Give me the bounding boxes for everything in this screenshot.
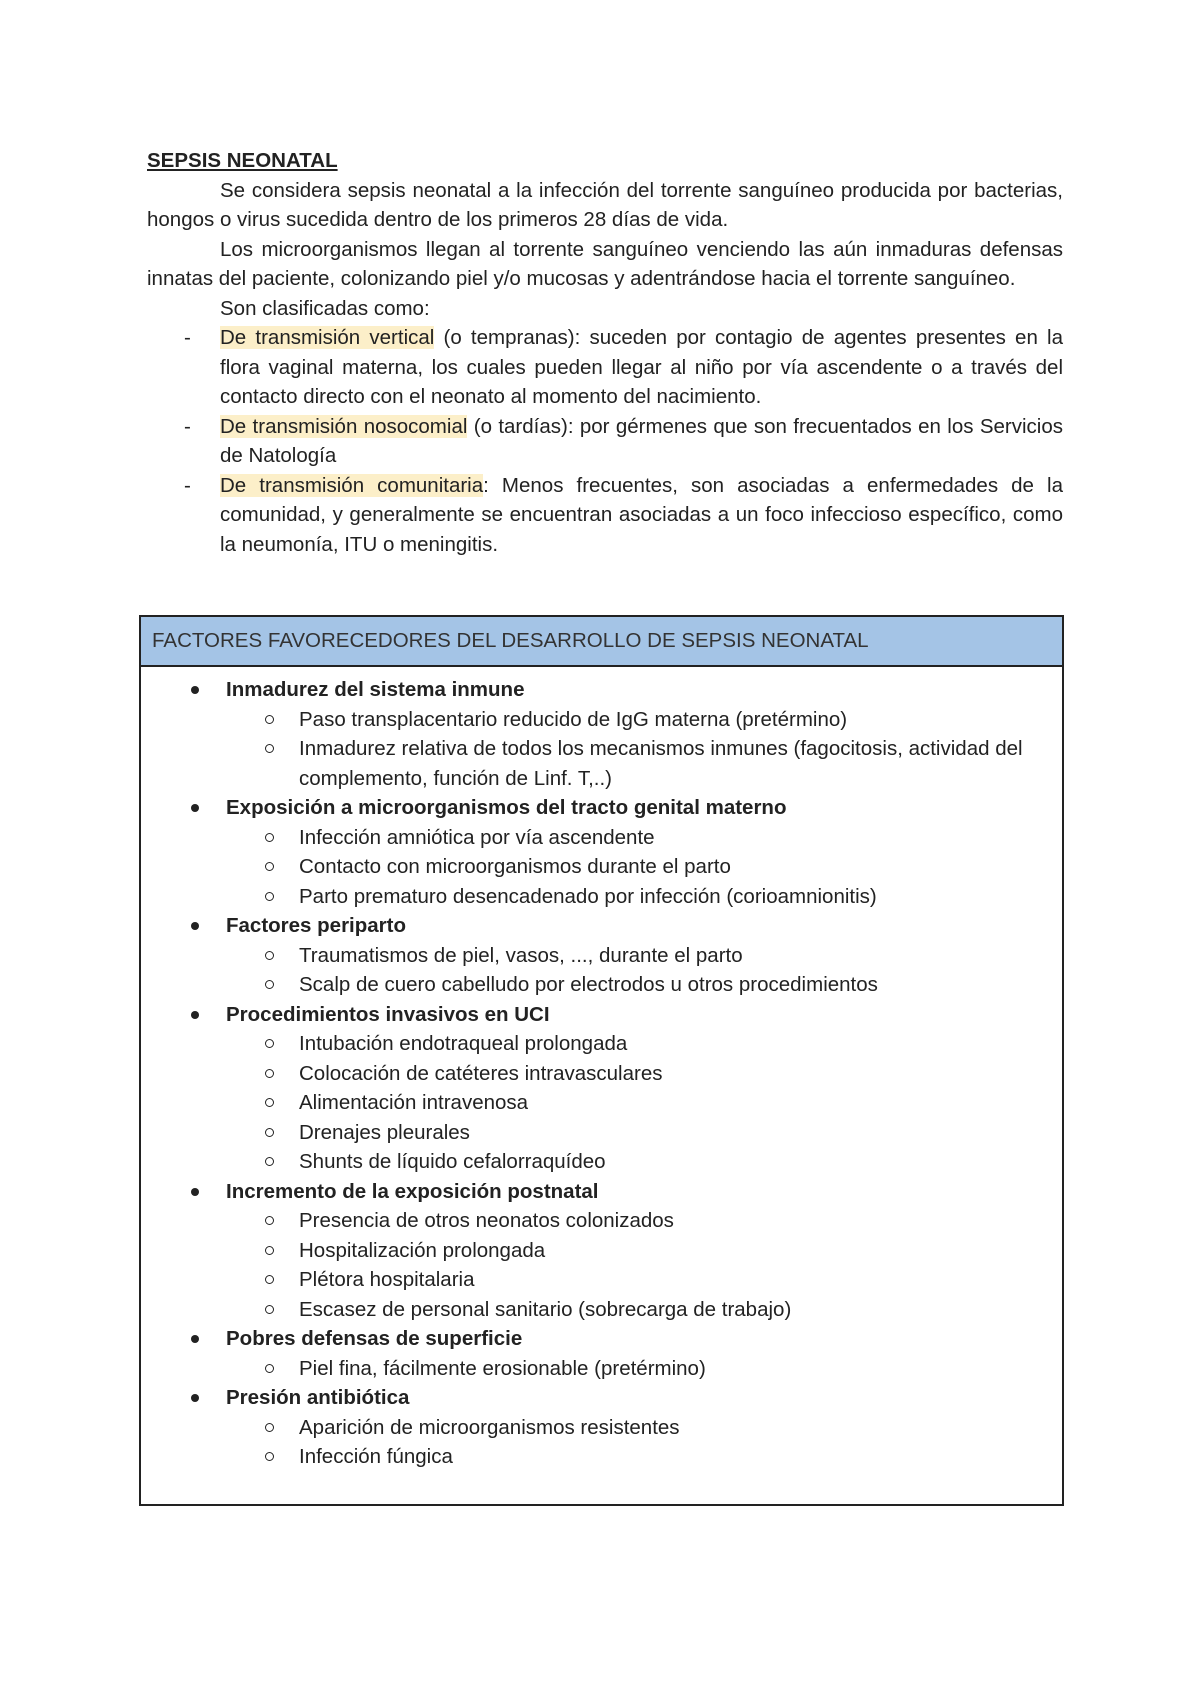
sub-item [141, 1088, 1062, 1118]
sub-item-text: Colocación de catéteres intravasculares [299, 1061, 663, 1085]
sub-item-text: Scalp de cuero cabelludo por electrodos u otros procedimientos [299, 973, 878, 996]
circle-bullet-icon [265, 892, 274, 901]
circle-bullet-icon [265, 1216, 274, 1225]
classification-item-vertical [147, 323, 1063, 412]
sub-item-text: Intubación endotraqueal prolongada [299, 1032, 628, 1055]
bullet-icon [191, 1394, 199, 1402]
sub-item [141, 1059, 1062, 1089]
classification-description: (o tardías): por gérmenes que son frecuentados en los Servicios de Natología [220, 414, 1063, 467]
classification-item-nosocomial [147, 412, 1063, 471]
factor-item [141, 1177, 1062, 1207]
sub-item [141, 1295, 1062, 1325]
circle-bullet-icon [265, 1275, 274, 1284]
circle-bullet-icon [265, 862, 274, 871]
classification-description: (o tempranas): suceden por contagio de agentes presentes en la flora vaginal materna, los cuales pueden llegar al niño por vía ascendente o a través del contacto directo con el neonato al momento del nacimiento. [220, 326, 1063, 408]
sub-item [141, 852, 1062, 882]
circle-bullet-icon [265, 1423, 274, 1432]
sub-item [141, 1029, 1062, 1059]
dash-marker: - [184, 473, 191, 497]
sub-item [141, 1442, 1062, 1472]
sub-item-text: Hospitalización prolongada [299, 1238, 546, 1262]
bullet-icon [191, 1011, 199, 1019]
circle-bullet-icon [265, 951, 274, 960]
sub-item [141, 1206, 1062, 1236]
factor-label: Procedimientos invasivos en UCI [226, 1002, 550, 1026]
circle-bullet-icon [265, 744, 274, 753]
dash-marker: - [184, 326, 191, 349]
paragraph-classification-intro: Son clasificadas como: [220, 296, 430, 320]
sub-item-text: Presencia de otros neonatos colonizados [299, 1209, 674, 1232]
circle-bullet-icon [265, 980, 274, 989]
sub-item [141, 705, 1062, 735]
sub-item [141, 882, 1062, 912]
sub-item-text: Drenajes pleurales [299, 1120, 470, 1144]
sub-item-text: Piel fina, fácilmente erosionable (pretérmino) [299, 1356, 706, 1380]
page-title: SEPSIS NEONATAL [147, 149, 338, 172]
bullet-icon [191, 804, 199, 812]
circle-bullet-icon [265, 1128, 274, 1137]
paragraph-definition: Se considera sepsis neonatal a la infección del torrente sanguíneo producida por bacterias, hongos o virus sucedida dentro de los primeros 28 días de vida. [147, 178, 1063, 231]
circle-bullet-icon [265, 1364, 274, 1373]
sub-item [141, 734, 1062, 793]
classification-description: : Menos frecuentes, son asociadas a enfermedades de la comunidad, y generalmente se encuentran asociadas a un foco infeccioso específico, como la neumonía, ITU o meningitis. [220, 473, 1063, 556]
sub-item [141, 1354, 1062, 1384]
factor-label: Incremento de la exposición postnatal [226, 1179, 599, 1203]
circle-bullet-icon [265, 715, 274, 724]
sub-item [141, 1236, 1062, 1266]
highlighted-term: De transmisión nosocomial [220, 414, 468, 438]
sub-item [141, 941, 1062, 971]
sub-item-text: Contacto con microorganismos durante el parto [299, 855, 731, 878]
sub-item [141, 1118, 1062, 1148]
factor-label: Presión antibiótica [226, 1386, 410, 1409]
sub-item [141, 1147, 1062, 1177]
sub-item-text: Aparición de microorganismos resistentes [299, 1415, 680, 1439]
circle-bullet-icon [265, 1305, 274, 1314]
circle-bullet-icon [265, 1452, 274, 1461]
circle-bullet-icon [265, 1069, 274, 1078]
bullet-icon [191, 686, 199, 694]
sub-item [141, 1265, 1062, 1295]
factor-label: Factores periparto [226, 914, 406, 937]
factor-item [141, 675, 1062, 705]
factor-item [141, 1324, 1062, 1354]
factor-item [141, 1000, 1062, 1030]
sub-item-text: Inmadurez relativa de todos los mecanismos inmunes (fagocitosis, actividad del complemento, función de Linf. T,..) [299, 737, 1023, 790]
circle-bullet-icon [265, 1157, 274, 1166]
sub-item-text: Shunts de líquido cefalorraquídeo [299, 1150, 606, 1173]
classification-list [147, 323, 1063, 559]
circle-bullet-icon [265, 833, 274, 842]
circle-bullet-icon [265, 1246, 274, 1255]
table-header: FACTORES FAVORECEDORES DEL DESARROLLO DE SEPSIS NEONATAL [141, 617, 1062, 667]
paragraph-mechanism: Los microorganismos llegan al torrente sanguíneo venciendo las aún inmaduras defensas innatas del paciente, colonizando piel y/o mucosas y adentrándose hacia el torrente sanguíneo. [147, 237, 1063, 290]
table-body [141, 667, 1062, 1472]
bullet-icon [191, 1188, 199, 1196]
factor-label: Pobres defensas de superficie [226, 1327, 523, 1350]
factor-item [141, 793, 1062, 823]
sub-item-text: Escasez de personal sanitario (sobrecarga de trabajo) [299, 1297, 792, 1321]
sub-item [141, 1413, 1062, 1443]
risk-factors-table [139, 615, 1064, 1506]
intro-section [147, 146, 1063, 559]
sub-item-text: Infección amniótica por vía ascendente [299, 825, 655, 849]
bullet-icon [191, 922, 199, 930]
sub-item-text: Parto prematuro desencadenado por infección (corioamnionitis) [299, 884, 877, 908]
bullet-icon [191, 1335, 199, 1343]
sub-item-text: Plétora hospitalaria [299, 1268, 475, 1291]
sub-item-text: Alimentación intravenosa [299, 1091, 529, 1114]
highlighted-term: De transmisión vertical [220, 326, 435, 349]
sub-item [141, 823, 1062, 853]
factor-label: Exposición a microorganismos del tracto genital materno [226, 796, 787, 819]
sub-item-text: Infección fúngica [299, 1445, 453, 1468]
highlighted-term: De transmisión comunitaria [220, 473, 484, 497]
factor-label: Inmadurez del sistema inmune [226, 678, 525, 701]
factor-item [141, 911, 1062, 941]
sub-item [141, 970, 1062, 1000]
dash-marker: - [184, 414, 191, 438]
circle-bullet-icon [265, 1098, 274, 1107]
sub-item-text: Paso transplacentario reducido de IgG materna (pretérmino) [299, 707, 848, 731]
sub-item-text: Traumatismos de piel, vasos, ..., durante el parto [299, 943, 743, 967]
factor-item [141, 1383, 1062, 1413]
circle-bullet-icon [265, 1039, 274, 1048]
classification-item-comunitaria [147, 471, 1063, 560]
